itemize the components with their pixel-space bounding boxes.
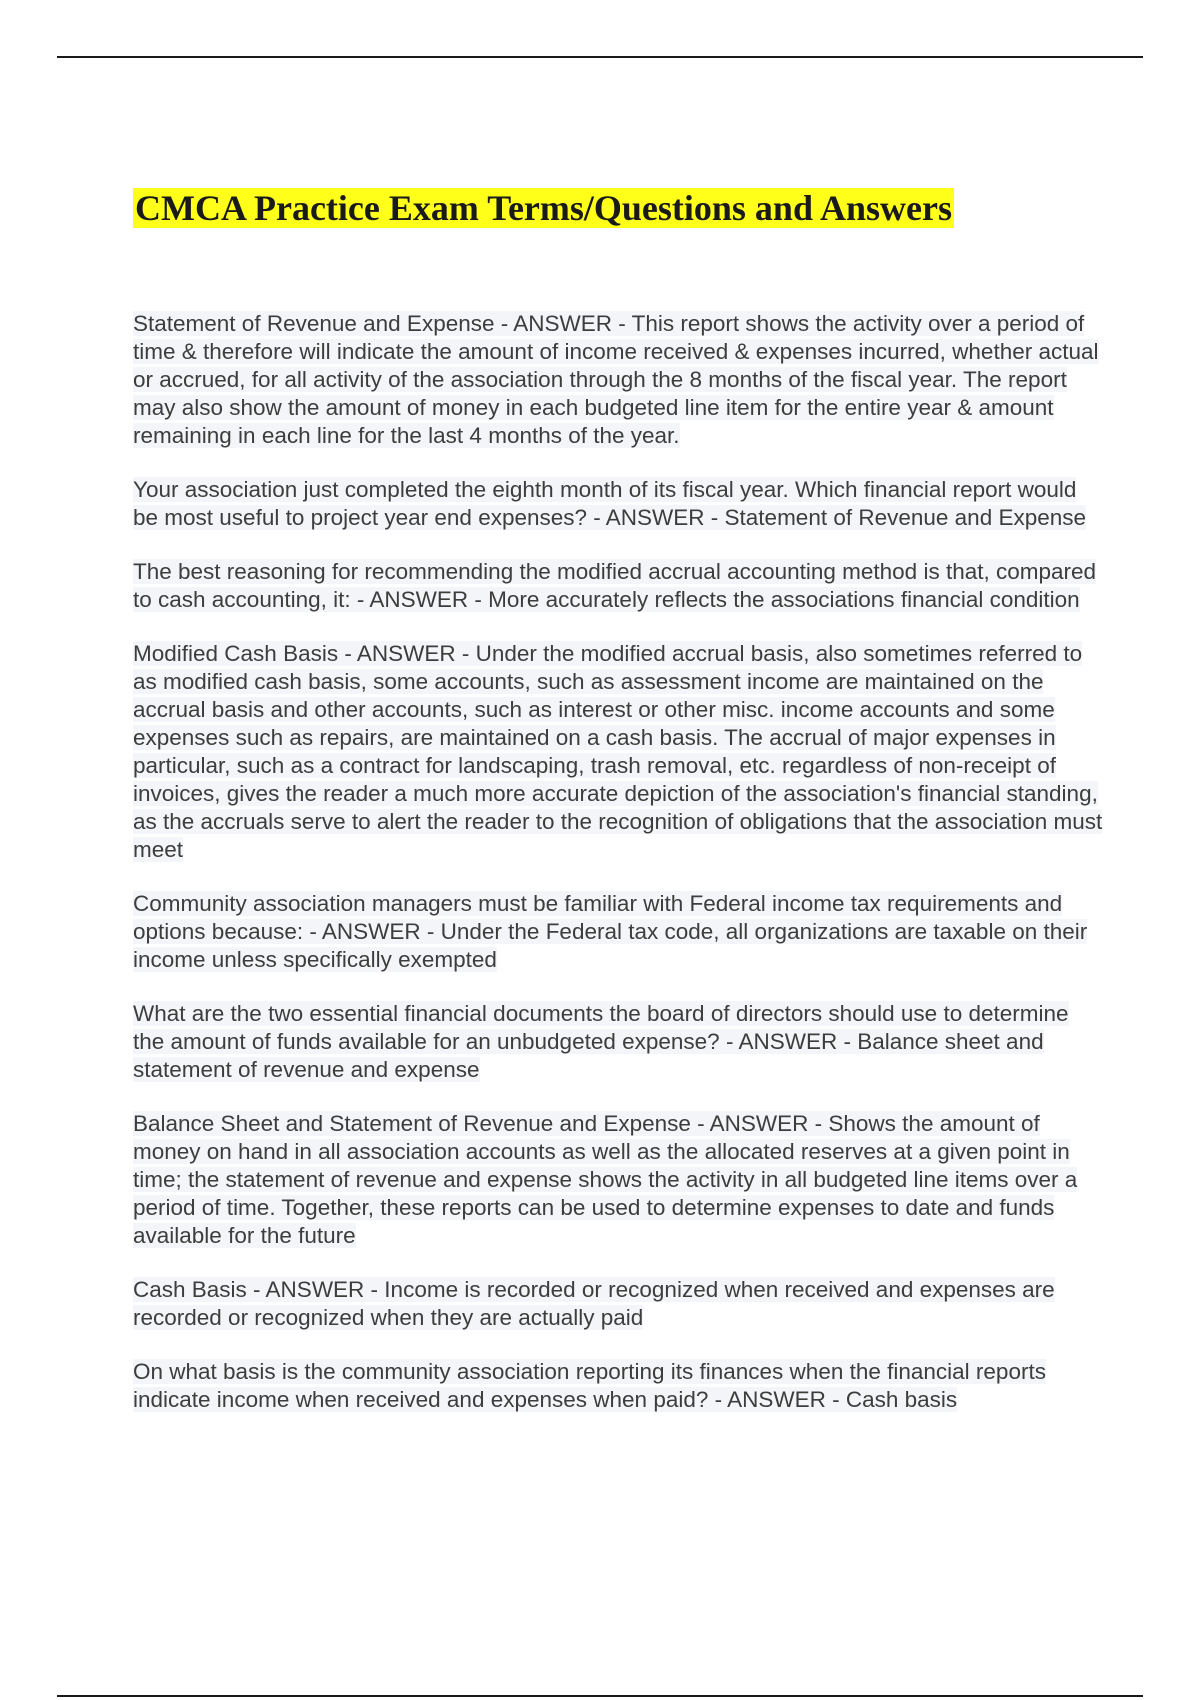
qa-entry [133, 1276, 1103, 1332]
qa-entry-text: Statement of Revenue and Expense - ANSWER - This report shows the activity over a period of time & therefore will indicate the amount of income received & expenses incurred, whether actual or accrued, for all activity of the association through the 8 months of the fiscal year. The report may also show the amount of money in each budgeted line item for the entire year & amount remaining in each line for the last 4 months of the year. [133, 311, 1099, 448]
qa-entry-text: Community association managers must be familiar with Federal income tax requirements and options because: - ANSWER - Under the Federal tax code, all organizations are taxable on their income unless specifically exempted [133, 891, 1088, 972]
qa-entry-text: On what basis is the community association reporting its finances when the financial reports indicate income when received and expenses when paid? - ANSWER - Cash basis [133, 1359, 1046, 1412]
qa-entry [133, 558, 1103, 614]
qa-entry-text: Your association just completed the eighth month of its fiscal year. Which financial report would be most useful to project year end expenses? - ANSWER - Statement of Revenue and Expense [133, 477, 1087, 530]
qa-entry [133, 1358, 1103, 1414]
qa-entry-text: Balance Sheet and Statement of Revenue and Expense - ANSWER - Shows the amount of money on hand in all association accounts as well as the allocated reserves at a given point in time; the statement of revenue and expense shows the activity in all budgeted line items over a period of time. Together, these reports can be used to determine expenses to date and funds available for the future [133, 1111, 1078, 1248]
qa-entry-text: What are the two essential financial documents the board of directors should use to determine the amount of funds available for an unbudgeted expense? - ANSWER - Balance sheet and statement of revenue and expense [133, 1001, 1069, 1082]
qa-entry [133, 476, 1103, 532]
qa-entry [133, 1110, 1103, 1250]
qa-list [133, 310, 1103, 1440]
qa-entry-text: Cash Basis - ANSWER - Income is recorded or recognized when received and expenses are recorded or recognized when they are actually paid [133, 1277, 1055, 1330]
top-rule [57, 56, 1143, 58]
qa-entry [133, 890, 1103, 974]
qa-entry [133, 640, 1103, 864]
qa-entry [133, 1000, 1103, 1084]
document-title [133, 186, 954, 230]
bottom-rule [57, 1695, 1143, 1697]
qa-entry-text: Modified Cash Basis - ANSWER - Under the modified accrual basis, also sometimes referred to as modified cash basis, some accounts, such as assessment income are maintained on the accrual basis and other accounts, such as interest or other misc. income accounts and some expenses such as repairs, are maintained on a cash basis. The accrual of major expenses in particular, such as a contract for landscaping, trash removal, etc. regardless of non-receipt of invoices, gives the reader a much more accurate depiction of the association's financial standing, as the accruals serve to alert the reader to the recognition of obligations that the association must meet [133, 641, 1103, 862]
title-highlight: CMCA Practice Exam Terms/Questions and Answers [135, 188, 952, 228]
qa-entry-text: The best reasoning for recommending the modified accrual accounting method is that, compared to cash accounting, it: - ANSWER - More accurately reflects the associations financial condition [133, 559, 1097, 612]
qa-entry [133, 310, 1103, 450]
